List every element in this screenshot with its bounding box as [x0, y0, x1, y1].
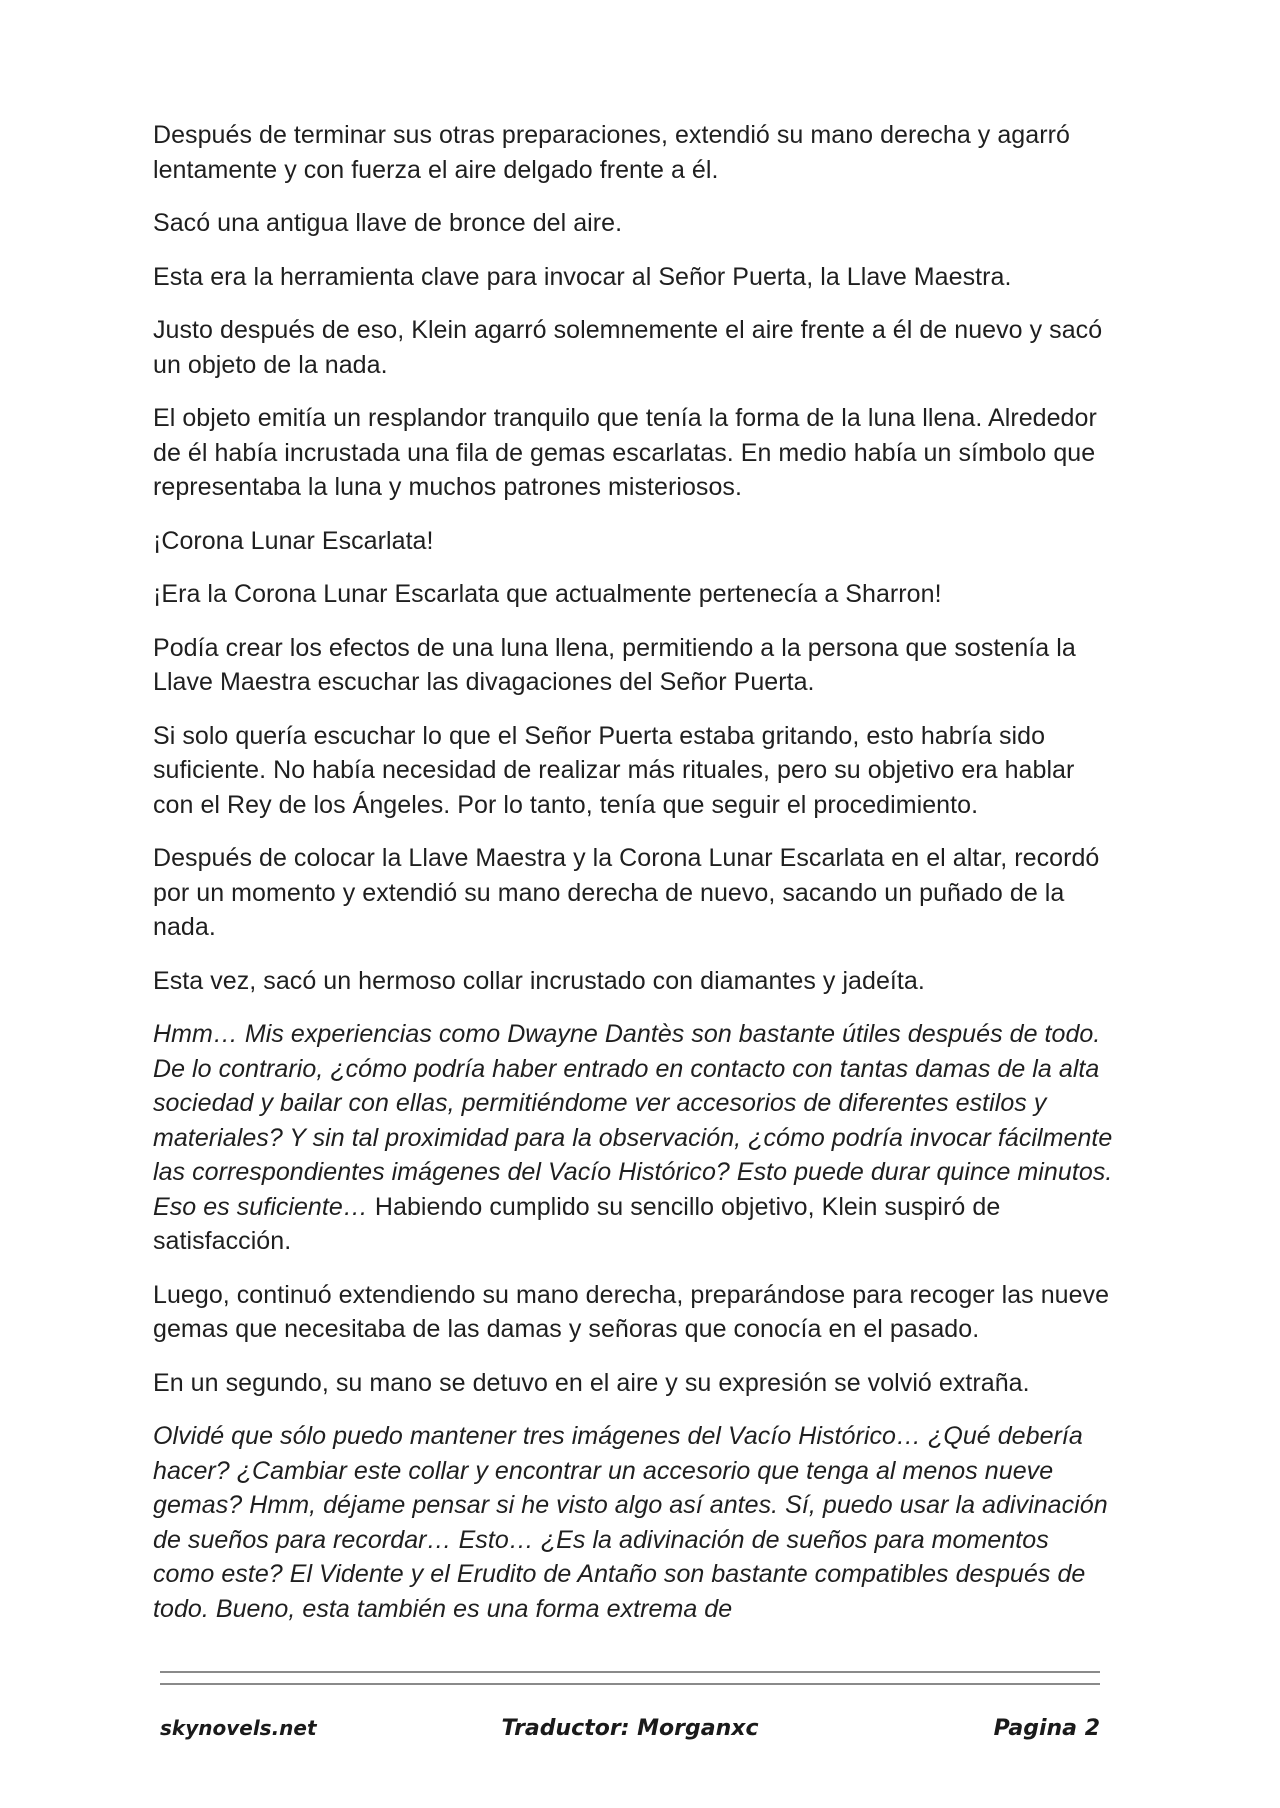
- paragraph: [153, 1419, 1113, 1626]
- paragraph: [153, 719, 1113, 823]
- paragraph: [153, 313, 1113, 382]
- text-run: ¡Corona Lunar Escarlata!: [153, 526, 434, 555]
- text-run: Justo después de eso, Klein agarró solemnemente el aire frente a él de nuevo y sacó un objeto de la nada.: [153, 316, 1103, 379]
- page-footer: [160, 1716, 1100, 1746]
- text-run: Después de colocar la Llave Maestra y la Corona Lunar Escarlata en el altar, recordó por un momento y extendió su mano derecha de nuevo, sacando un puñado de la nada.: [153, 844, 1100, 941]
- text-run: Después de terminar sus otras preparaciones, extendió su mano derecha y agarró lentamente y con fuerza el aire delgado frente a él.: [153, 121, 1070, 184]
- text-run: Esta era la herramienta clave para invocar al Señor Puerta, la Llave Maestra.: [153, 262, 1012, 291]
- text-run: Podía crear los efectos de una luna llena, permitiendo a la persona que sostenía la Llave Maestra escuchar las divagaciones del Señor Puerta.: [153, 633, 1076, 696]
- paragraph: [153, 1278, 1113, 1347]
- footer-page-number: Pagina 2: [993, 1716, 1100, 1741]
- paragraph: [153, 964, 1113, 999]
- paragraph: [153, 260, 1113, 295]
- text-run: ¡Era la Corona Lunar Escarlata que actualmente pertenecía a Sharron!: [153, 580, 942, 608]
- paragraph: [153, 841, 1113, 945]
- paragraph: [153, 577, 1113, 612]
- text-run: Esta vez, sacó un hermoso collar incrustado con diamantes y jadeíta.: [153, 966, 925, 995]
- document-body: [153, 118, 1113, 1645]
- footer-translator: Traductor: Morganxc: [501, 1716, 759, 1741]
- text-run: Luego, continuó extendiendo su mano derecha, preparándose para recoger las nueve gemas que necesitaba de las damas y señoras que conocía en el pasado.: [153, 1280, 1110, 1343]
- footer-site: skynovels.net: [160, 1716, 317, 1740]
- footer-rule-top: [160, 1671, 1100, 1673]
- text-run: El objeto emitía un resplandor tranquilo que tenía la forma de la luna llena. Alrededor de él había incrustada una fila de gemas escarlatas. En medio había un símbolo que representaba la luna y muchos patrones misteriosos.: [153, 404, 1097, 501]
- text-run: Si solo quería escuchar lo que el Señor Puerta estaba gritando, esto habría sido suficiente. No había necesidad de realizar más rituales, pero su objetivo era hablar con el Rey de los Ángeles. Por lo tanto, tenía que seguir el procedimiento.: [153, 721, 1075, 819]
- paragraph: [153, 1017, 1113, 1259]
- paragraph: [153, 206, 1113, 241]
- italic-text: Olvidé que sólo puedo mantener tres imágenes del Vacío Histórico… ¿Qué debería hacer? ¿Cambiar este collar y encontrar un accesorio que tenga al menos nueve gemas? Hmm, déjame pensar si he visto algo así antes. Sí, puedo usar la adivinación de sueños para recordar… Esto… ¿Es la adivinación de sueños para momentos como este? El Vidente y el Erudito de Antaño son bastante compatibles después de todo. Bueno, esta también es una forma extrema de: [153, 1422, 1108, 1623]
- italic-text: Hmm… Mis experiencias como Dwayne Dantès son bastante útiles después de todo. De lo contrario, ¿cómo podría haber entrado en contacto con tantas damas de la alta sociedad y bailar con ellas, permitiéndome ver accesorios de diferentes estilos y materiales? Y sin tal proximidad para la observación, ¿cómo podría invocar fácilmente las correspondientes imágenes del Vacío Histórico? Esto puede durar quince minutos. Eso es suficiente…: [153, 1020, 1113, 1221]
- footer-rule-bottom: [160, 1683, 1100, 1685]
- paragraph: [153, 401, 1113, 505]
- paragraph: [153, 524, 1113, 559]
- text-run: Sacó una antigua llave de bronce del aire.: [153, 209, 623, 237]
- text-run: En un segundo, su mano se detuvo en el aire y su expresión se volvió extraña.: [153, 1368, 1030, 1397]
- paragraph: [153, 631, 1113, 700]
- text-run: Habiendo cumplido su sencillo objetivo, Klein suspiró de satisfacción.: [153, 1192, 1001, 1255]
- paragraph: [153, 1366, 1113, 1401]
- footer-divider: [160, 1671, 1100, 1695]
- paragraph: [153, 118, 1113, 187]
